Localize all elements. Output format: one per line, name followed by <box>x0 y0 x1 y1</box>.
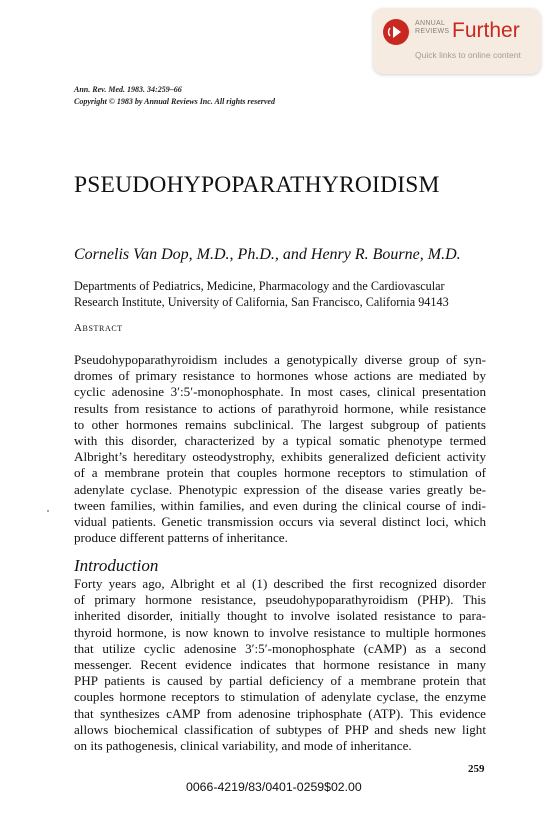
annual-reviews-further-badge[interactable] <box>373 8 541 74</box>
abstract-line: Pseudohypoparathyroidism includes a genotypically diverse group of syn- <box>74 352 486 367</box>
abstract-line: vidual patients. Genetic transmission occurs via several distinct loci, which <box>74 514 486 530</box>
introduction-line: PHP patients is caused by partial deficiency of a membrane protein that <box>74 673 486 689</box>
introduction-line: thyroid hormone, is now known to involve resistance to multiple hormones <box>74 624 486 640</box>
article-identifier: 0066-4219/83/0401-0259$02.00 <box>186 780 362 794</box>
introduction-line: on its pathogenesis, clinical variability, and mode of inheritance. <box>74 738 412 754</box>
introduction-line: allows biochemical classification of subtypes of PHP and sheds new light <box>74 721 486 737</box>
abstract-line: produce different patterns of inheritance. <box>74 530 288 546</box>
abstract-line: cyclic adenosine 3′:5′-monophosphate. In most cases, clinical presentation <box>74 384 486 400</box>
affiliation-line: Research Institute, University of California, San Francisco, California 94143 <box>74 295 449 309</box>
abstract-line: results from resistance to actions of parathyroid hormone, while resistance <box>74 400 486 416</box>
badge-publisher-name <box>415 20 449 36</box>
introduction-line: messenger. Recent evidence indicates that hormone resistance in many <box>74 657 486 673</box>
badge-further-label: Further <box>452 19 520 42</box>
badge-small-line-2: REVIEWS <box>415 28 450 35</box>
introduction-line: that synthesizes cAMP from adenosine triphosphate (ATP). This evidence <box>74 705 486 721</box>
introduction-line: Forty years ago, Albright et al (1) described the first recognized disorder <box>74 576 486 591</box>
introduction-line: of primary hormone resistance, pseudohypoparathyroidism (PHP). This <box>74 592 486 608</box>
affiliation-line: Departments of Pediatrics, Medicine, Pharmacology and the Cardiovascular <box>74 279 445 293</box>
article-title: PSEUDOHYPOPARATHYROIDISM <box>74 172 440 198</box>
journal-citation: Ann. Rev. Med. 1983. 34:259–66 <box>74 85 182 94</box>
abstract-line: adenylate cyclase. Phenotypic expression of the disease varies greatly be- <box>74 481 486 497</box>
author-affiliation <box>74 278 494 310</box>
annual-reviews-logo-icon <box>383 19 409 45</box>
article-authors: Cornelis Van Dop, M.D., Ph.D., and Henry R. Bourne, M.D. <box>74 246 461 263</box>
abstract-line: tween families, within families, and even during the clinical course of indi- <box>74 497 486 513</box>
journal-copyright: Copyright © 1983 by Annual Reviews Inc. All rights reserved <box>74 97 275 106</box>
introduction-body <box>74 576 486 754</box>
abstract-heading: Abstract <box>74 322 123 334</box>
abstract-body <box>74 352 486 546</box>
abstract-line: dromes of primary resistance to hormones whose actions are mediated by <box>74 368 486 384</box>
margin-mark <box>47 510 49 512</box>
introduction-heading: Introduction <box>74 556 159 575</box>
badge-subtitle: Quick links to online content <box>415 50 521 60</box>
introduction-line: that utilize cyclic adenosine 3′:5′-monophosphate (cAMP) as a second <box>74 640 486 656</box>
introduction-line: inherited disorder, initially thought to involve isolated resistance to para- <box>74 608 486 624</box>
journal-info <box>74 84 275 108</box>
abstract-line: Albright’s hereditary osteodystrophy, exhibits generalized deficient activity <box>74 449 486 465</box>
abstract-line: with this disorder, characterized by a typical somatic phenotype termed <box>74 433 486 449</box>
abstract-line: of a membrane protein that couples hormone receptors to stimulation of <box>74 465 486 481</box>
introduction-line: couples hormone receptors to stimulation of adenylate cyclase, the enzyme <box>74 689 486 705</box>
abstract-line: to other hormones remains subclinical. The largest subgroup of patients <box>74 416 486 432</box>
page-number: 259 <box>468 763 485 775</box>
badge-small-line-1: ANNUAL <box>415 20 446 27</box>
